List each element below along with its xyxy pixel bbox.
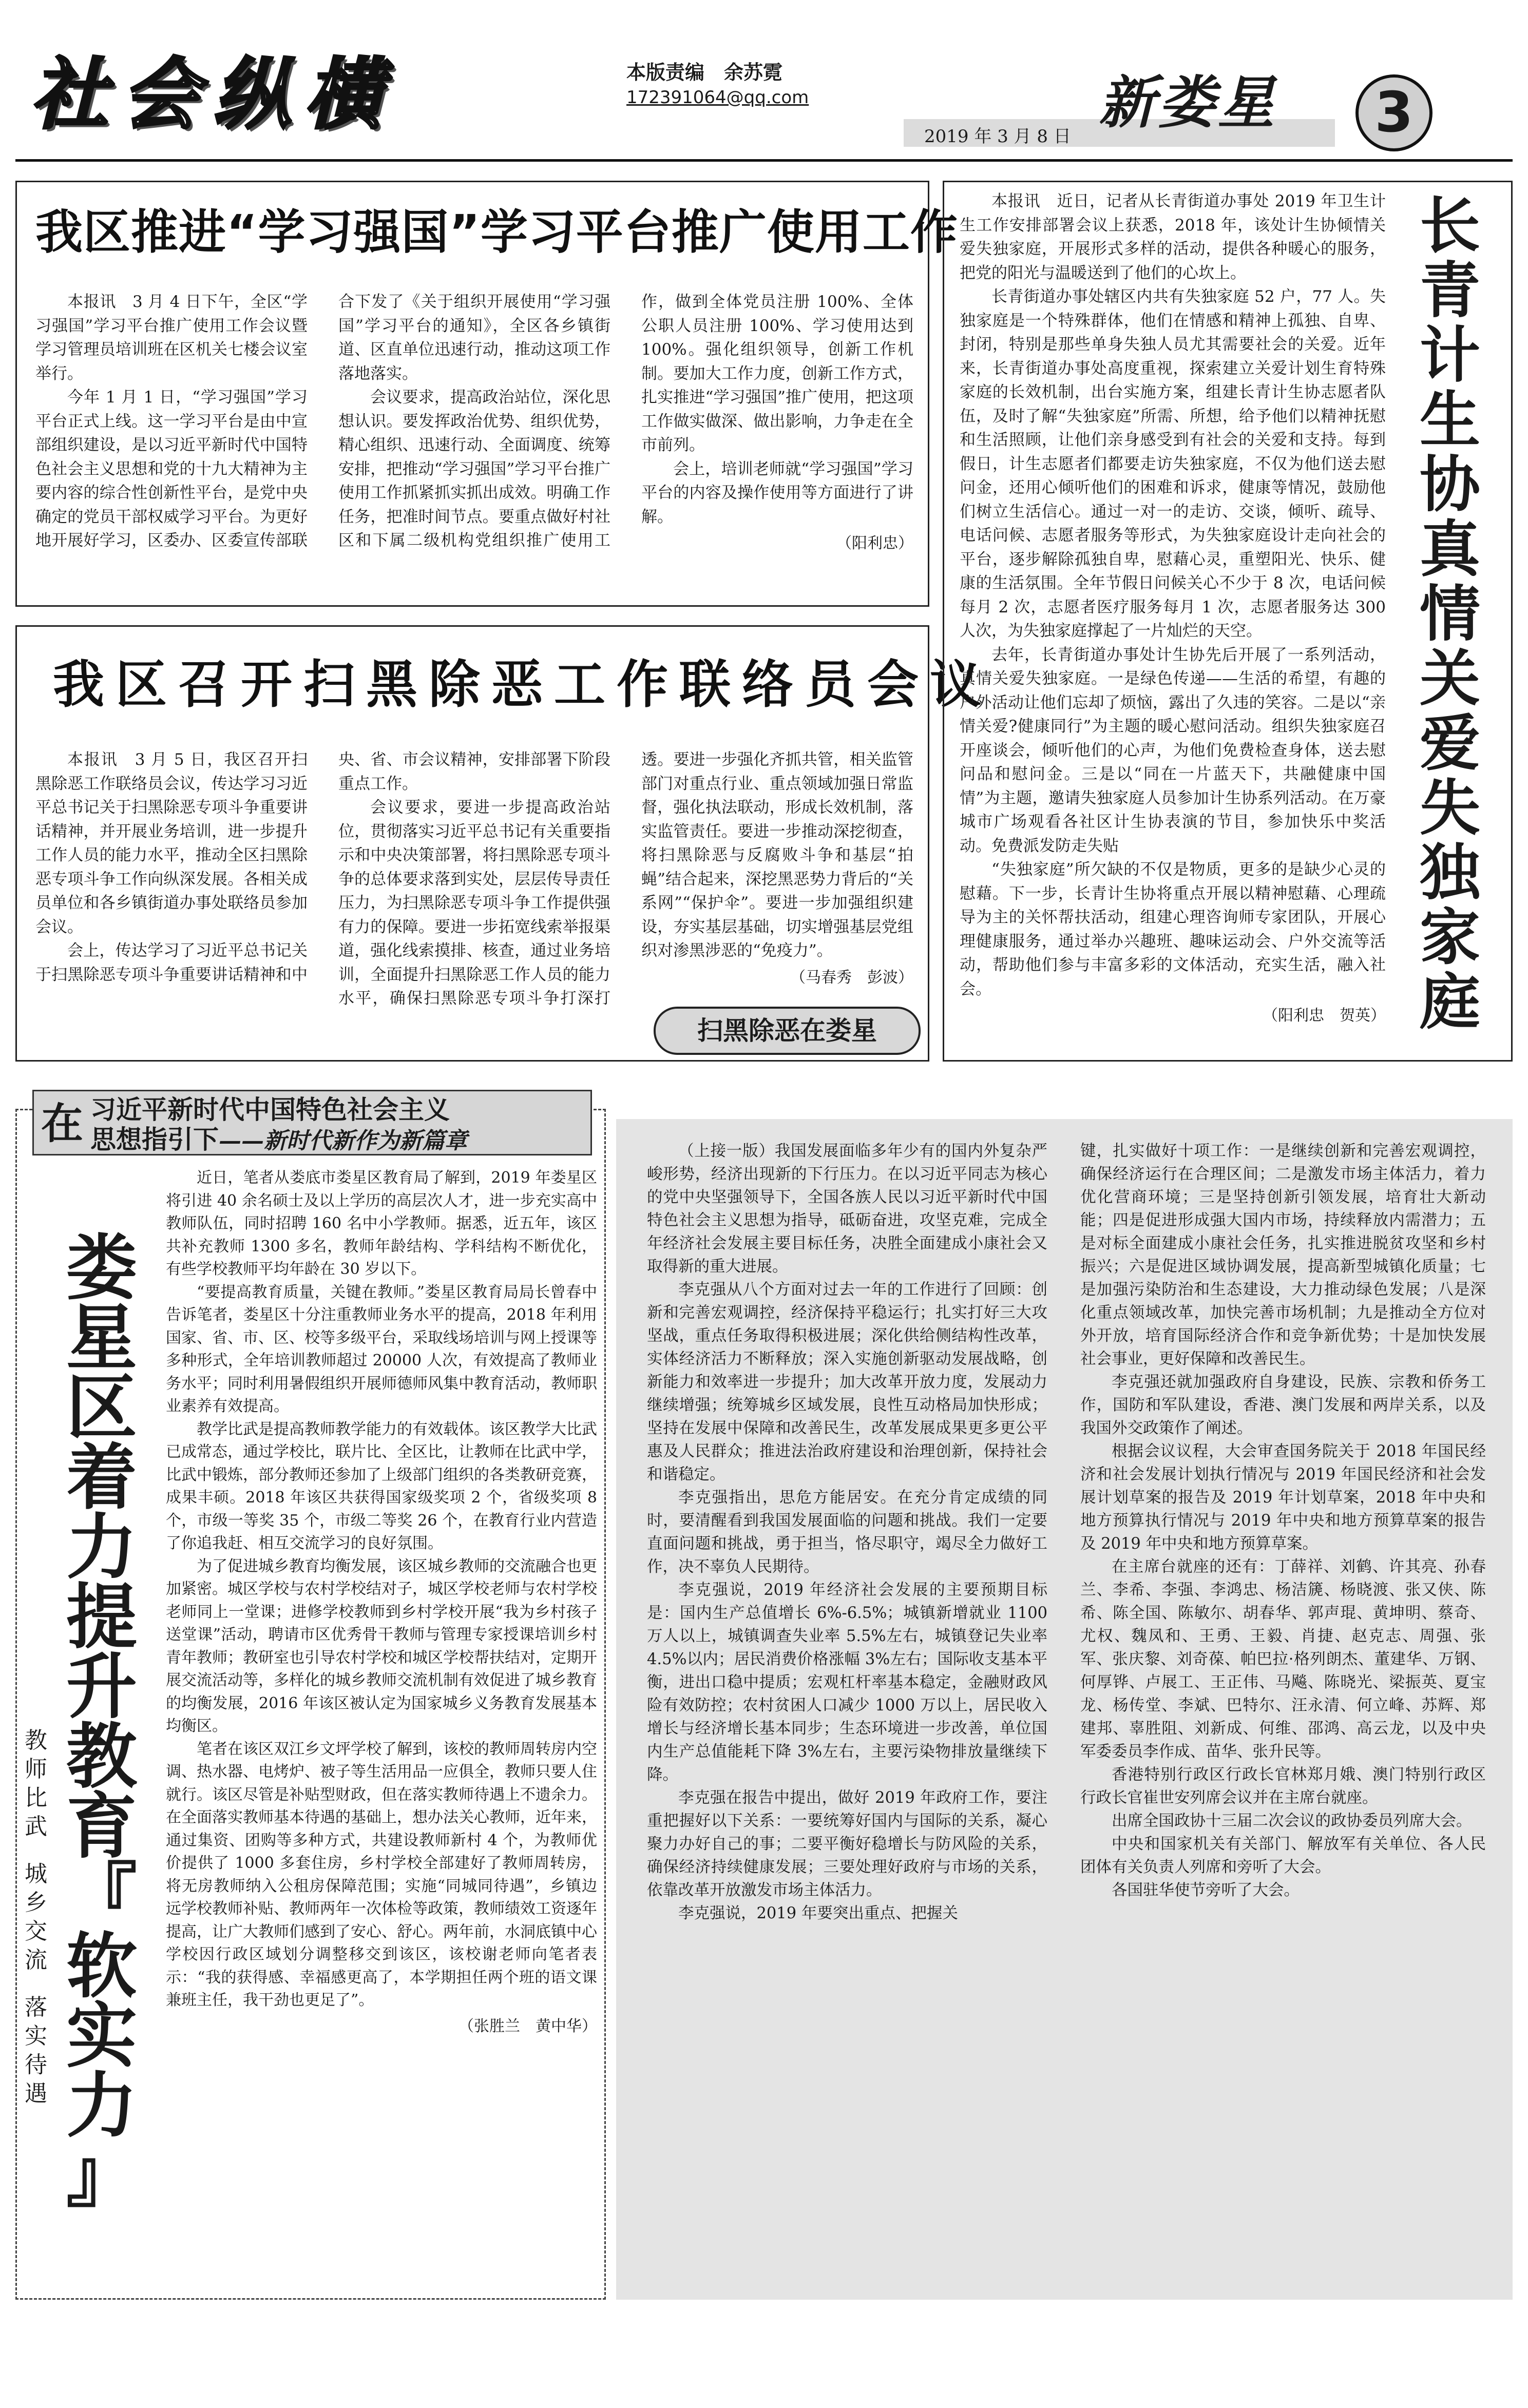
headline-char: 情	[1419, 579, 1480, 649]
article-family-care	[943, 181, 1513, 1062]
subhead-teacher-contest	[23, 1726, 49, 1841]
headline-char: 失	[1419, 773, 1480, 843]
paragraph: 教学比武是提高教师教学能力的有效载体。该区教学大比武已成常态，通过学校比，联片比、全区比，让教师在比武中学，比武中锻炼，部分教师还参加了上级部门组织的各类教研竞赛，成果丰硕。2018 年该区共获得国家级奖项 2 个，省级奖项 8 个，市级一等奖 35 个，市级二等奖 26 个，在教育行业内营造了你追我赶、相互交流学习的良好氛围。	[166, 1420, 602, 1552]
headline-char: 『	[66, 1855, 137, 1938]
subhead-benefits	[23, 1993, 49, 2108]
paragraph: 李克强说，2019 年要突出重点、把握关	[678, 1904, 958, 1922]
series-prefix: 在	[41, 1100, 84, 1148]
subhead-char: 待	[25, 2052, 47, 2078]
section-title-text: 社会纵横	[31, 50, 397, 140]
article-body-col-1	[647, 1140, 1053, 2289]
headline-char: 真	[1419, 514, 1480, 585]
byline: （阳利忠 贺英）	[1263, 1007, 1386, 1025]
headline-char: 生	[1419, 384, 1480, 455]
subhead-char: 落	[25, 1994, 47, 2020]
paragraph: 李克强还就加强政府自身建设，民族、宗教和侨务工作，国防和军队建设，香港、澳门发展和两岸关系，以及我国外交政策作了阐述。	[1080, 1373, 1486, 1437]
headline-char: 区	[66, 1366, 137, 1449]
subhead-char: 乡	[25, 1890, 47, 1916]
page-number: 3	[1374, 81, 1414, 145]
paragraph: 为了促进城乡教育均衡发展，该区城乡教师的交流融合也更加紧密。城区学校与农村学校结对子，城区学校老师与农村学校老师同上一堂课；进修学校教师到乡村学校开展“我为乡村孩子送堂课”活动，聘请市区优秀骨干教师与管理专家授课培训乡村青年教师；教研室也引导农村学校和城区学校帮扶结对，定期开展交流活动等，多样化的城乡教师交流机制有效促进了城乡教育的均衡发展，2016 年该区被认定为国家城乡义务教育发展基本均衡区。	[166, 1557, 597, 1735]
subhead-urban-rural	[23, 1860, 49, 1975]
series-line-2b: ——新时代新作为新篇章	[219, 1128, 467, 1154]
subhead-char: 遇	[25, 2080, 47, 2107]
paragraph: 中央和国家机关有关部门、解放军有关单位、各人民团体有关负责人列席和旁听了大会。	[1080, 1835, 1486, 1876]
paragraph: 香港特别行政区行政长官林郑月娥、澳门特别行政区行政长官崔世安列席会议并在主席台就座。	[1080, 1766, 1486, 1807]
headline-char: 升	[66, 1646, 137, 1728]
article-body	[35, 748, 913, 1051]
article-study-platform	[15, 181, 958, 607]
byline: （张胜兰 黄中华）	[459, 2017, 597, 2035]
article-headline: 我区推进“学习强国”学习平台推广使用工作	[35, 205, 958, 260]
article-anti-crime-meeting	[15, 625, 992, 1062]
subhead-char: 师	[25, 1756, 47, 1782]
paragraph: 去年，长青街道办事处计生协先后开展了一系列活动，真情关爱失独家庭。一是绿色传递——生活的希望，有趣的户外活动让他们忘却了烦恼，露出了久违的笑容。二是以“亲情关爱?健康同行”为主题的暖心慰问活动。组织失独家庭召开座谈会，倾听他们的心声，为他们免费检查身体，送去慰问品和慰问金。三是以“同在一片蓝天下，共融健康中国情”为主题，邀请失独家庭人员参加计生协系列活动。在万豪城市广场观看各社区计生协表演的节目，参加快乐中奖活动。免费派发防走失贴	[960, 645, 1386, 855]
paragraph: 近日，笔者从娄底市娄星区教育局了解到，2019 年娄星区将引进 40 余名硕士及以上学历的高层次人才，进一步充实高中教师队伍，同时招聘 160 名中小学教师。据悉，近五年，该区共补充教师 1300 多名，教师年龄结构、学科结构不断优化，有些学校教师平均年龄在 30 岁以下。	[166, 1169, 597, 1278]
subhead-char: 城	[25, 1861, 47, 1887]
headline-char: 娄	[66, 1227, 137, 1309]
section-title	[31, 46, 421, 144]
paragraph: 李克强从八个方面对过去一年的工作进行了回顾：创新和完善宏观调控，经济保持平稳运行；扎实打好三大攻坚战，重点任务取得积极进展；深化供给侧结构性改革，实体经济活力不断释放；深入实施创新驱动发展战略，创新能力和效率进一步提升；加大改革开放力度，发展动力继续增强；统筹城乡区域发展，良性互动格局加快形成；坚持在发展中保障和改善民生，改革发展成果更多更公平惠及人民群众；推进法治政府建设和治理创新，保持社会和谐稳定。	[647, 1281, 1047, 1484]
headline-char: 软	[66, 1925, 137, 2008]
publish-date: 2019 年 3 月 8 日	[924, 126, 1071, 147]
article-body	[960, 189, 1391, 1057]
headline-char: 计	[1419, 320, 1480, 391]
paragraph: 今年 1 月 1 日，“学习强国”学习平台正式上线。这一学习平台是由中宣部组织建设，是以习近平新时代中国特色社会主义思想和党的十九大精神为主要内容的综合性创新性平台，是党中央确定的党员干部权威学习平台。为更好地开展好学习，区委办、区委宣传部联合下发了《关于组织开展使用“学习强国”学习平台的通知》，全区各乡镇街道、区直单位迅速行动，推动这项工作落地落实。	[35, 293, 610, 550]
headline-char: 家	[1419, 902, 1480, 973]
paragraph: 根据会议议程，大会审查国务院关于 2018 年国民经济和社会发展计划执行情况与 2019 年国民经济和社会发展计划草案的报告及 2019 年计划草案，2018 年中央和地方预算执行情况与 2019 年中央和地方预算草案的报告及 2019 年中央和地方预算草案。	[1080, 1442, 1486, 1553]
subhead-char: 实	[25, 2023, 47, 2049]
headline-char: 实	[66, 1995, 137, 2077]
paragraph: 笔者在该区双江乡文坪学校了解到，该校的教师周转房内空调、热水器、电烤炉、被子等生活用品一应俱全，教师只要人住就行。该区尽管是补贴型财政，但在落实教师待遇上不遗余力。在全面落实教师基本待遇的基础上，想办法关心教师，近年来，通过集资、团购等多种方式，共建设教师新村 4 个，为教师优价提供了 1000 多套住房，乡村学校全部建好了教师周转房，将无房教师纳入公租房保障范围；实施“同城同待遇”，乡镇边远学校教师补贴、教师两年一次体检等政策，教师绩效工资逐年提高，让广大教师们感到了安心、舒心。两年前，水洞底镇中心学校因行政区域划分调整移交到该区，该校谢老师向笔者表示：“我的获得感、幸福感更高了，本学期担任两个班的语文课兼班主任，我干劲也更足了”。	[166, 1740, 597, 2009]
subhead-char: 比	[25, 1785, 47, 1811]
masthead	[0, 0, 1528, 169]
paragraph: 李克强说，2019 年经济社会发展的主要预期目标是：国内生产总值增长 6%-6.5%；城镇新增就业 1100 万人以上，城镇调查失业率 5.5%左右，城镇登记失业率 4.5%以内；居民消费价格涨幅 3%左右；国际收支基本平衡，进出口稳中提质；宏观杠杆率基本稳定，金融财政风险有效防控；农村贫困人口减少 1000 万以上，居民收入增长与经济增长基本同步；生态环境进一步改善，单位国内生产总值能耗下降 3%左右，主要污染物排放量继续下降。	[647, 1581, 1053, 1784]
headline-char: 』	[66, 2134, 137, 2217]
series-line-2	[90, 1124, 588, 1157]
vertical-headline	[53, 1227, 150, 2217]
vertical-headline	[1396, 190, 1504, 1037]
headline-char: 提	[66, 1576, 137, 1659]
subhead-char: 教	[25, 1727, 47, 1754]
series-line-1: 习近平新时代中国特色社会主义	[90, 1095, 450, 1125]
article-body	[166, 1167, 602, 2291]
paragraph: 本报讯 3 月 4 日下午，全区“学习强国”学习平台推广使用工作会议暨学习管理员培训班在区机关七楼会议室举行。	[35, 293, 308, 383]
paragraph: “要提高教育质量，关键在教师。”娄星区教育局局长曾春中告诉笔者，娄星区十分注重教师业务水平的提高，2018 年利用国家、省、市、区、校等多级平台，采取线场培训与网上授课等多种形式，全年培训教师超过 20000 人次，有效提高了教师业务水平；同时利用暑假组织开展师德师风集中教育活动，教师职业素养有效提高。	[166, 1283, 597, 1415]
headline-char: 关	[1419, 643, 1480, 714]
page-number-badge	[1355, 74, 1432, 151]
paragraph: 会议要求，要进一步提高政治站位，贯彻落实习近平总书记有关重要指示和中央决策部署，将扫黑除恶专项斗争的总体要求落到实处，层层传导责任压力，为扫黑除恶专项斗争工作提供强有力的保障。要进一步拓宽线索举报渠道，强化线索摸排、核查，通过业务培训，全面提升扫黑除恶工作人员的能力水平，确保扫黑除恶专项斗争打深打透。要进一步强化齐抓共管，相关监管部门对重点行业、重点领域加强日常监督，强化执法联动，形成长效机制，落实监管责任。要进一步推动深挖彻查，将扫黑除恶与反腐败斗争和基层“拍蝇”结合起来，深挖黑恶势力背后的“关系网”“保护伞”。要进一步加强组织建设，夯实基层基础，切实增强基层党组织对渗黑涉恶的“免疫力”。	[338, 750, 913, 1008]
paragraph: “失独家庭”所欠缺的不仅是物质，更多的是缺少心灵的慰藉。下一步，长青计生协将重点开展以精神慰藉、心理疏导为主的关怀帮扶活动，组建心理咨询师专家团队，开展心理健康服务，通过举办兴趣班、趣味运动会、户外交流等活动，帮助他们参与丰富多彩的文体活动，充实生活，融入社会。	[960, 860, 1386, 998]
subhead-char: 流	[25, 1947, 47, 1973]
series-banner	[32, 1090, 592, 1155]
paragraph: （上接一版）我国发展面临多年少有的国内外复杂严峻形势，经济出现新的下行压力。在以习近平同志为核心的党中央坚强领导下，全国各族人民以习近平新时代中国特色社会主义思想为指导，砥砺奋进，攻坚克难，完成全年经济社会发展主要目标任务，决胜全面建成小康社会又取得新的重大进展。	[647, 1142, 1047, 1276]
headline-char: 长	[1419, 190, 1480, 261]
paragraph: 会上，传达学习了习近平总书记关于扫黑除恶专项斗争重要讲话精神和中央、省、市会议精神，安排部署下阶段重点工作。	[35, 750, 610, 984]
paragraph: 会上，培训老师就“学习强国”学习平台的内容及操作使用等方面进行了讲解。	[641, 459, 913, 526]
paragraph: 会议要求，提高政治站位，深化思想认识。要发挥政治优势、组织优势，精心组织、迅速行动、全面调度、统筹安排，把推动“学习强国”学习平台推广使用工作抓紧抓实抓出成效。明确工作任务，把准时间节点。要重点做好村社区和下属二级机构党组织推广使用工作，做到全体党员注册 100%、全体公职人员注册 100%、学习使用达到 100%。强化组织领导，创新工作机制。要加大工作力度，创新工作方式，扎实推进“学习强国”推广使用，把这项工作做实做深、做出影响，力争走在全市前列。	[338, 293, 919, 550]
article-government-report	[616, 1119, 1513, 2300]
article-headline: 我区召开扫黑除恶工作联络员会议	[53, 654, 992, 715]
subhead-char: 交	[25, 1918, 47, 1944]
paragraph: 长青街道办事处辖区内共有失独家庭 52 户，77 人。失独家庭是一个特殊群体，他们在情感和精神上孤独、自卑、封闭，特别是那些单身失独人员尤其需要社会的关爱。近年来，长青街道办事处高度重视，探索建立关爱计划生育特殊家庭的长效机制，出台实施方案，组建长青计生协志愿者队伍，及时了解“失独家庭”所需、所想，给予他们以精神抚慰和生活照顾，让他们亲身感受到有社会的关爱和支持。每到假日，计生志愿者们都要走访失独家庭，不仅为他们送去慰问金，还用心倾听他们的困难和诉求，健康等情况，鼓励他们树立生活信心。通过一对一的走访、交谈，倾听、疏导、电话问候、志愿者服务等形式，为失独家庭设计走向社会的平台，逐步解除孤独自卑，慰藉心灵，重塑阳光、快乐、健康的生活氛围。全年节假日问候关心不少于 8 次，电话问候每月 2 次，志愿者医疗服务每月 1 次，志愿者服务达 300 人次，为失独家庭撑起了一片灿烂的天空。	[960, 287, 1391, 640]
headline-char: 爱	[1419, 708, 1480, 779]
paragraph: 各国驻华使节旁听了大会。	[1112, 1881, 1300, 1899]
headline-char: 庭	[1419, 967, 1480, 1037]
paragraph: 本报讯 3 月 5 日，我区召开扫黑除恶工作联络员会议，传达学习习近平总书记关于扫黑除恶专项斗争重要讲话精神，并开展业务培训，进一步提升工作人员的能力水平，推动全区扫黑除恶专项斗争工作向纵深发展。各相关成员单位和各乡镇街道办事处联络员参加会议。	[35, 750, 308, 936]
anti-crime-stamp	[654, 1007, 921, 1055]
paragraph: 键，扎实做好十项工作：一是继续创新和完善宏观调控，确保经济运行在合理区间；二是激发市场主体活力，着力优化营商环境；三是坚持创新引领发展，培育壮大新动能；四是促进形成强大国内市场，持续释放内需潜力；五是对标全面建成小康社会任务，扎实推进脱贫攻坚和乡村振兴；六是促进区域协调发展，提高新型城镇化质量；七是加强污染防治和生态建设，大力推动绿色发展；八是深化重点领域改革，加快完善市场机制；九是推动全方位对外开放，培育国际经济合作和竞争新优势；十是加快发展社会事业，更好保障和改善民生。	[1080, 1142, 1486, 1368]
headline-char: 协	[1419, 449, 1480, 520]
article-body	[35, 290, 919, 598]
headline-char: 育	[66, 1785, 137, 1868]
subhead-char: 武	[25, 1814, 47, 1840]
paragraph: 李克强指出，思危方能居安。在充分肯定成绩的同时，要清醒看到我国发展面临的问题和挑战。我们一定要直面问题和挑战，勇于担当，恪尽职守，竭尽全力做好工作，决不辜负人民期待。	[647, 1489, 1047, 1576]
editor-email[interactable]: 172391064@qq.com	[626, 87, 809, 108]
article-education	[15, 1095, 606, 2300]
headline-char: 星	[66, 1297, 137, 1379]
headline-char: 着	[66, 1436, 137, 1519]
headline-char: 力	[66, 1506, 137, 1589]
article-body-col-2	[1080, 1140, 1486, 2289]
paragraph: 李克强在报告中提出，做好 2019 年政府工作，要注重把握好以下关系：一要统筹好国内与国际的关系，凝心聚力办好自己的事；二要平衡好稳增长与防风险的关系，确保经济持续健康发展；三要处理好政府与市场的关系，依靠改革开放激发市场主体活力。	[647, 1789, 1047, 1899]
paragraph: 出席全国政协十三届二次会议的政协委员列席大会。	[1112, 1812, 1472, 1830]
headline-char: 独	[1419, 837, 1480, 908]
byline: （阳利忠）	[836, 534, 913, 552]
paper-logo: 新娄星	[1099, 69, 1277, 136]
headline-char: 青	[1419, 255, 1480, 326]
paragraph: 在主席台就座的还有：丁薛祥、刘鹤、许其亮、孙春兰、李希、李强、李鸿忠、杨洁篪、杨晓渡、张又侠、陈希、陈全国、陈敏尔、胡春华、郭声琨、黄坤明、蔡奇、尤权、魏凤和、王勇、王毅、肖捷、赵克志、周强、张军、张庆黎、刘奇葆、帕巴拉·格列朗杰、董建华、万钢、何厚铧、卢展工、王正伟、马飚、陈晓光、梁振英、夏宝龙、杨传堂、李斌、巴特尔、汪永清、何立峰、苏辉、郑建邦、辜胜阻、刘新成、何维、邵鸿、高云龙，以及中央军委委员李作成、苗华、张升民等。	[1080, 1558, 1486, 1761]
headline-char: 力	[66, 2065, 137, 2147]
page-editor: 本版责编 余苏霓	[626, 61, 783, 84]
masthead-rule	[15, 159, 1513, 162]
paragraph: 本报讯 近日，记者从长青街道办事处 2019 年卫生计生工作安排部署会议上获悉，2018 年，该处计生协倾情关爱失独家庭，开展形式多样的活动，提供各种暖心的服务，把党的阳光与温暖送到了他们的心坎上。	[960, 192, 1386, 282]
series-line-2a: 思想指引下	[90, 1125, 219, 1154]
headline-char: 教	[66, 1716, 137, 1798]
stamp-text: 扫黑除恶在娄星	[697, 1016, 877, 1046]
byline: （马春秀 彭波）	[790, 968, 913, 987]
